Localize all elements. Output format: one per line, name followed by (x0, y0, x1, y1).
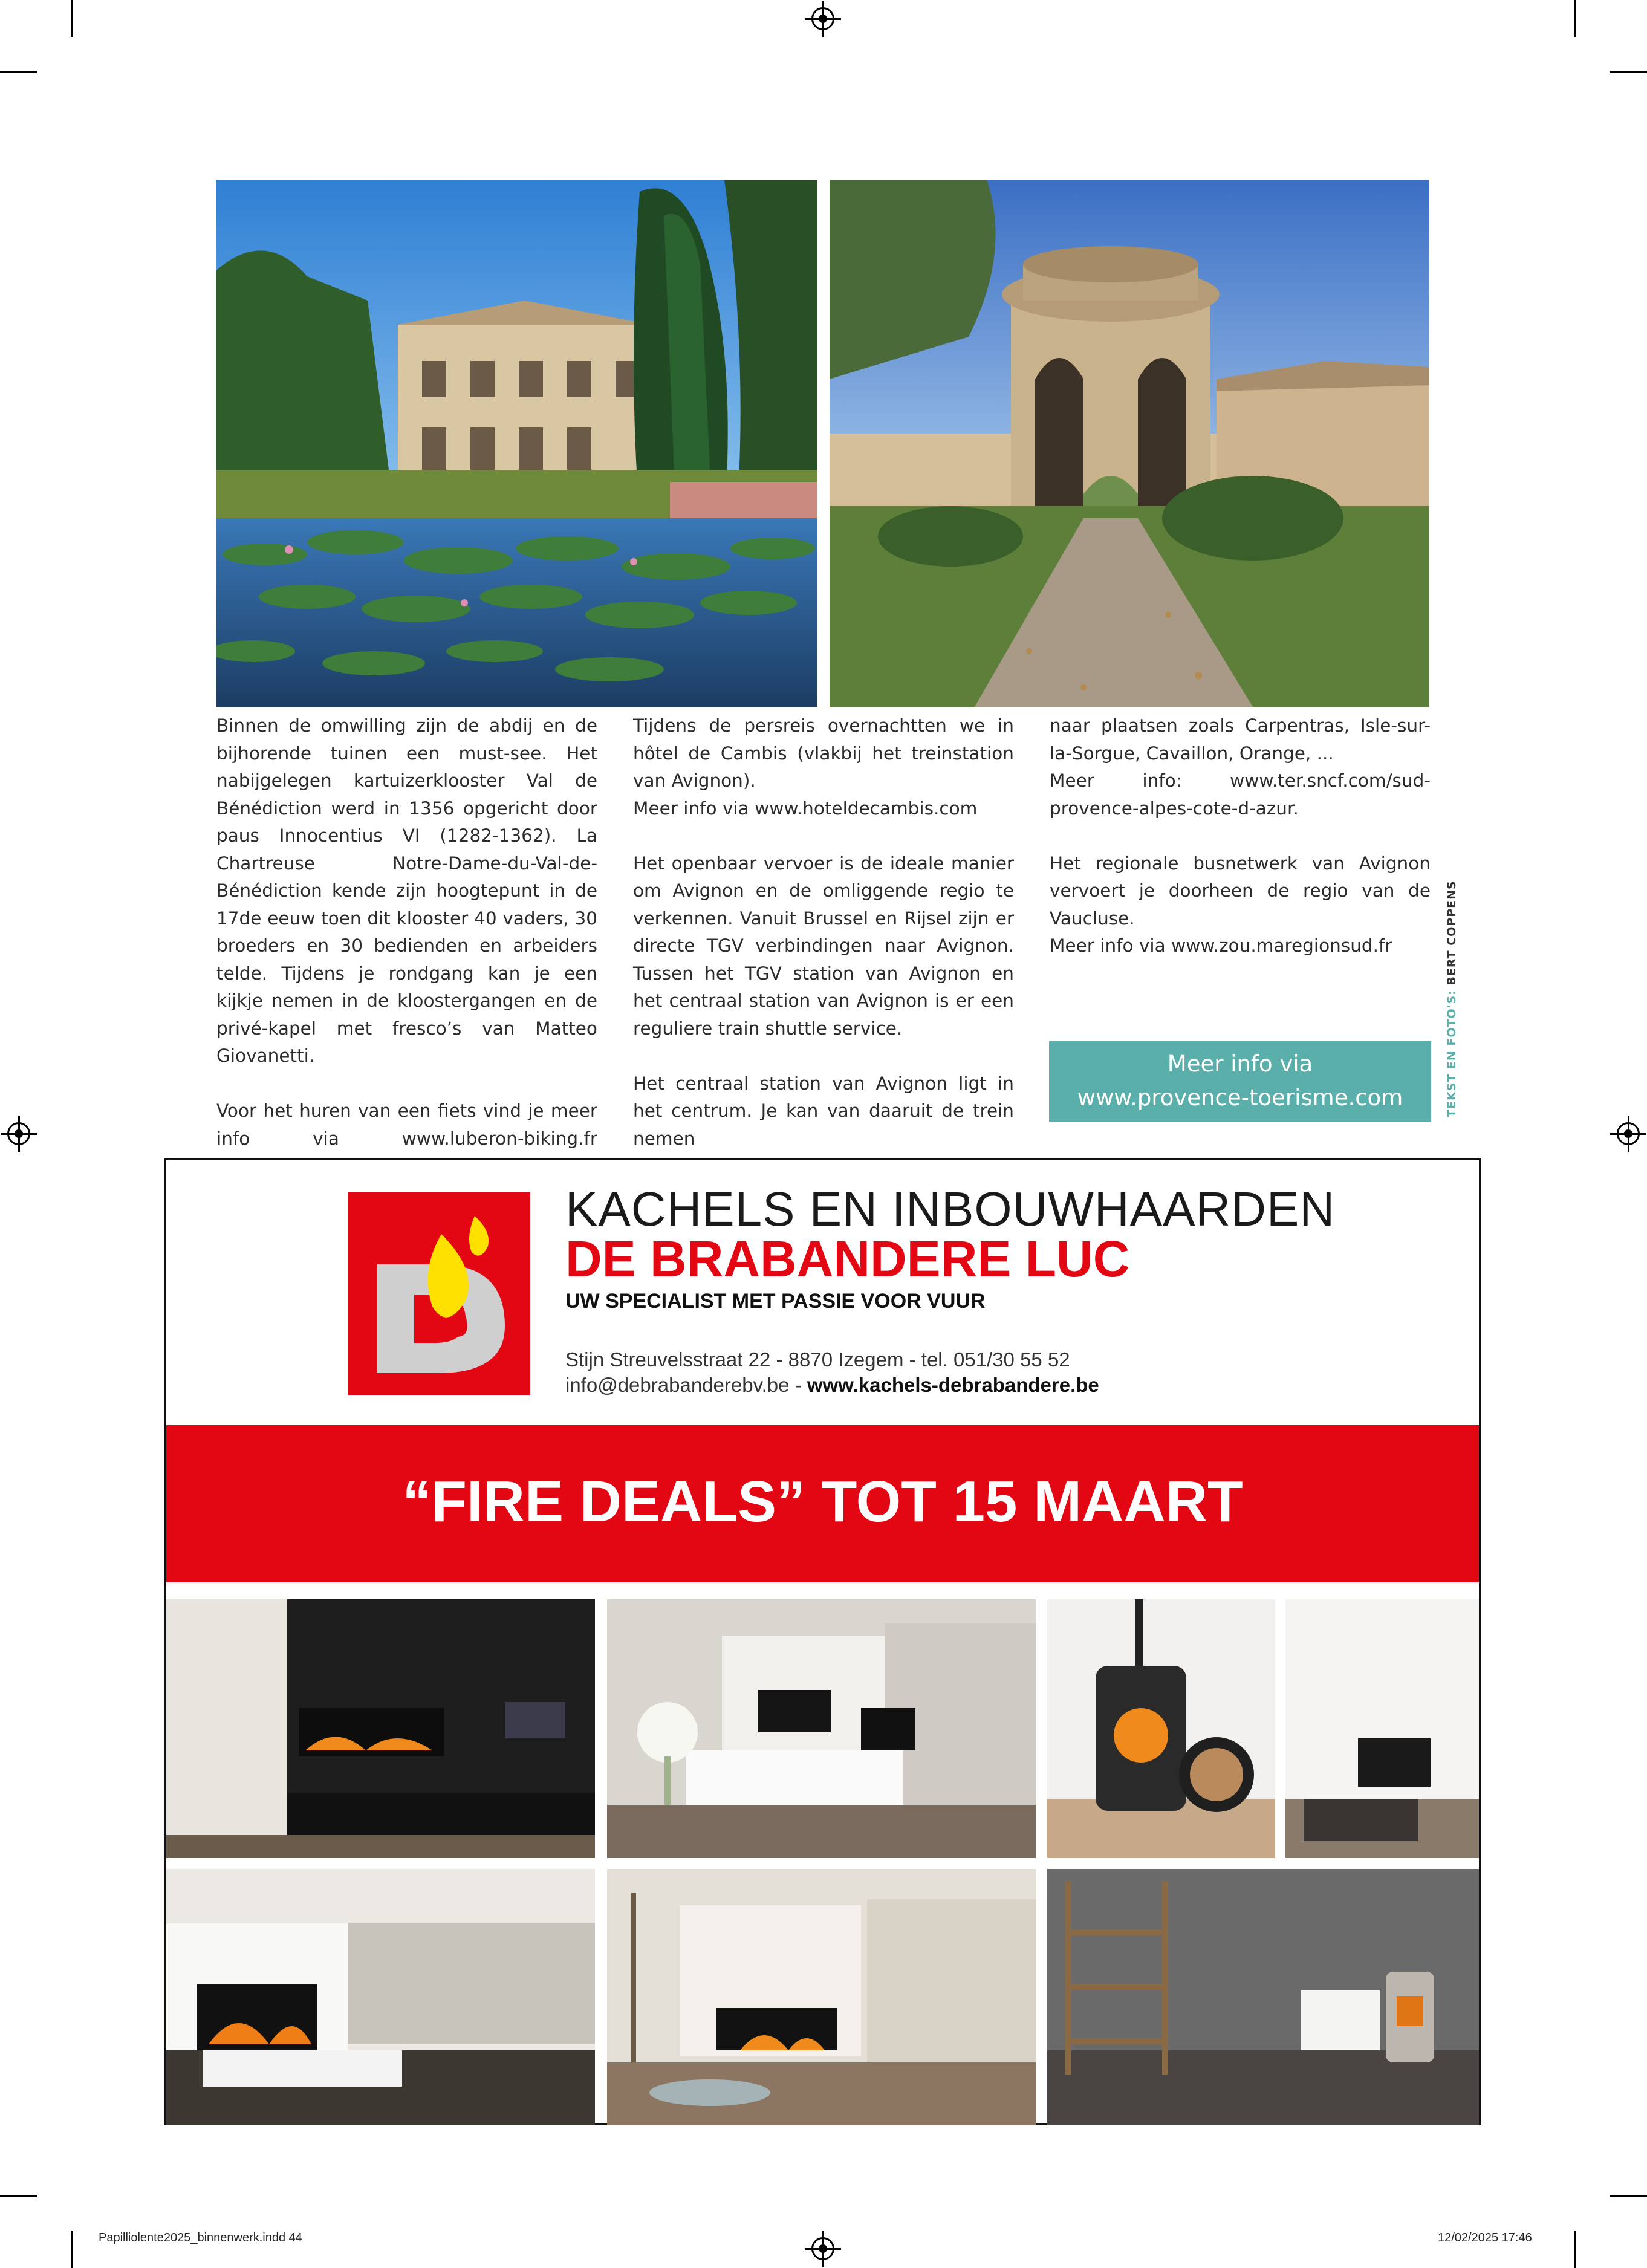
crop-mark (1610, 2195, 1647, 2197)
article-paragraph: Het centraal station van Avignon ligt in het centrum. Je kan van daaruit de trein nemen (633, 1073, 1014, 1149)
crop-mark (1610, 71, 1647, 73)
article-column-2 (633, 712, 1014, 1152)
crop-mark (0, 2195, 37, 2197)
credit-name: BERT COPPENS (1445, 880, 1458, 986)
print-slug-file: Papilliolente2025_binnenwerk.indd 44 (99, 2231, 302, 2244)
fireplace-photo (166, 1599, 595, 1858)
corner-fireplace-photo (166, 1869, 595, 2125)
company-name: DE BRABANDERE LUC (565, 1230, 1130, 1287)
promo-banner-text: “FIRE DEALS” TOT 15 MAART (402, 1469, 1243, 1534)
company-email[interactable]: info@debrabanderebv.be - (565, 1374, 802, 1396)
article-column-3 (1050, 712, 1431, 960)
article-paragraph: naar plaatsen zoals Carpentras, Isle-sur-la-Sorgue, Cavaillon, Orange, ... (1050, 715, 1431, 764)
article-link-line: Meer info via www.hoteldecambis.com (633, 798, 978, 819)
promo-banner (166, 1425, 1479, 1582)
crop-mark (1574, 2231, 1576, 2268)
article-link-line: Meer info: www.ter.sncf.com/sud-provence-alpes-cote-d-azur. (1050, 770, 1431, 819)
industrial-stove-photo (1047, 1869, 1479, 2125)
abbey-garden-pond-photo (216, 180, 817, 707)
article-paragraph: Voor het huren van een fiets vind je meer info via www.luberon-biking.fr (216, 1100, 597, 1149)
crop-mark (0, 71, 37, 73)
print-slug-datetime: 12/02/2025 17:46 (1438, 2231, 1532, 2244)
article-link-line: Meer info via www.zou.maregionsud.fr (1050, 935, 1392, 956)
article-paragraph: Het regionale busnetwerk van Avignon vervoert je doorheen de regio van de Vaucluse. (1050, 853, 1431, 929)
registration-mark-icon (811, 2237, 834, 2260)
more-info-box[interactable] (1049, 1041, 1431, 1122)
article-paragraph: Binnen de omwilling zijn de abdij en de bijhorende tuinen een must-see. Het nabijgelegen kartuizerklooster Val de Bénédiction werd in 1356 opgericht door paus Innocentius VI (1282-1362). La Chartreuse Notre-Dame-du-Val-de-Bénédiction kende zijn hoogtepunt in de 17de eeuw toen dit klooster 40 vaders, 30 broeders en 30 bedienden en arbeiders telde. Tijdens je rondgang kan je een kijkje nemen in de kloostergangen en de privé-kapel met fresco’s van Matteo Giovanetti. (216, 715, 597, 1066)
ad-title: KACHELS EN INBOUWHAARDEN (565, 1182, 1336, 1236)
photo-credit (1445, 880, 1458, 1117)
lounge-fireplace-photo (607, 1869, 1036, 2125)
article-column-1 (216, 712, 597, 1207)
registration-mark-icon (1617, 1122, 1640, 1145)
company-contact (565, 1374, 1099, 1397)
company-website-link[interactable]: www.kachels-debrabandere.be (807, 1374, 1099, 1396)
advertisement (164, 1158, 1481, 2125)
crop-mark (1574, 0, 1576, 37)
article-paragraph: Tijdens de persreis overnachtten we in hôtel de Cambis (vlakbij het treinstation van Avignon). (633, 715, 1014, 791)
cloister-pavilion-photo (830, 180, 1429, 707)
more-info-label: Meer info via (1167, 1051, 1313, 1077)
crop-mark (71, 2231, 73, 2268)
crop-mark (71, 0, 73, 37)
tourism-website-link[interactable]: www.provence-toerisme.com (1077, 1085, 1403, 1111)
company-address: Stijn Streuvelsstraat 22 - 8870 Izegem - tel. 051/30 55 52 (565, 1348, 1070, 1371)
article-paragraph: Het openbaar vervoer is de ideale manier om Avignon en de omliggende regio te verkennen. Vanuit Brussel en Rijsel zijn er directe TGV verbindingen naar Avignon. Tussen het TGV station van Avignon en het centraal station van Avignon is er een reguliere train shuttle service. (633, 853, 1014, 1039)
credit-label: TEKST EN FOTO'S: (1445, 990, 1458, 1117)
registration-mark-icon (811, 7, 834, 30)
living-room-fireplace-photo (607, 1599, 1036, 1858)
registration-mark-icon (7, 1122, 30, 1145)
kitchen-fireplace-photo (1285, 1599, 1479, 1858)
company-tagline: UW SPECIALIST MET PASSIE VOOR VUUR (565, 1290, 986, 1313)
brand-logo (348, 1192, 530, 1395)
wood-stove-photo (1047, 1599, 1275, 1858)
